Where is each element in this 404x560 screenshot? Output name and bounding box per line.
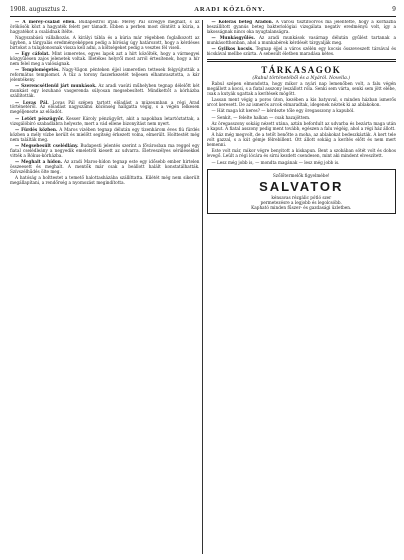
feuilleton-paragraph: Rabul szépen elmondotta, hogy mikor a nyári nap lemenőben volt, a falu végén megállott a kocsi, s a fiatal asszony leszállott róla. Senki sem várta, senki sem jött elébe, csak a kutyák ugattak a kerítések mögött. [206,81,396,96]
feuilleton-paragraph: A ház még megvolt, de a tetőt benőtte a moha, az ablakokat bedeszkázták. A kert tele volt gazzal, s a kút gémje félrebillent. Ott állott sokáig a kerítés előtt és nem mert bemenni. [206,132,396,148]
article-lead: — A mérey-család ellen. [15,20,76,24]
page-header [10,6,396,17]
ad-brand: SALVATOR [259,179,344,195]
ad-line-3: Kapható minden fűszer- és gazdasági üzletben. [251,205,352,211]
article-lead: — Szerencsétlenül járt munkások. [15,83,97,89]
article-paragraph [10,84,200,99]
article-text: Kesser Károly pénzügyőrt, akit a napokban letartóztattak, a vizsgálóbíró szabadlábra helyezte, mert a vád ellene bizonyítást nem nyert. [10,115,200,126]
article-paragraph [207,20,397,35]
feuilleton-subtitle: (Rabul történetéből és a Nyáról. Novella.) [252,76,351,82]
article-lead: — Lovas Pál. [15,99,49,105]
feuilleton-paragraph: Az öregasszony sokáig nézett utána, aztán befordult az udvarba és bezárta maga után a kaput. A fiatal asszony pedig ment tovább, egészen a falu végéig, ahol a régi ház állott. [206,121,396,131]
article-lead: — Templomégetés. [15,67,60,73]
article-text: Nagyszabású vállalkozás. A királyi tábla és a kúria már régebben foglalkozott az ügyben, a tárgyalás eredményeképpen pedig a bíróság úgy határozott, hogy a kérdéses birtokot a tulajdonosnak vissza kell adni, a költségeket pedig a vesztes fél viseli. [10,35,200,50]
right-news [207,20,397,57]
article-paragraph [10,160,200,175]
right-column [207,20,397,554]
article-paragraph [10,20,200,35]
article-lead: — Fürdés közben. [15,126,58,132]
article-text: A Maros vizében tegnap délután egy tizenhárom éves fiú fürdés közben a mély vízbe került és mielőtt segítség érkezett volna, elmerült. Holttestét még nem találták meg. [10,126,200,142]
article-text: Budapesti jelentés szerint a fővárosban ma reggel egy fiatal cselédleány a negyedik emeletről kiesett az udvarra. Életveszélyes sérülésekkel vitték a Rókus-kórházba. [10,142,200,158]
newspaper-title: ARADI KÖZLÖNY. [194,6,266,13]
article-text: Az aradi vasúti műhelyben tegnap délelőtt két munkást egy lezuhanó vasgerenda súlyosan megsebesített. Mindkettőt a kórházba szállították. [10,83,200,99]
article-lead: — Munkásgyűlés. [211,35,255,41]
feuilleton-paragraph: — Hát maga kit keres? — kérdezte tőle egy öregasszony a kapuból. [211,108,355,114]
article-paragraph [10,176,200,186]
columns [10,20,396,554]
ad-line-1: kénsavas rézgálic pótló szer [271,195,332,201]
article-paragraph [10,52,200,67]
article-paragraph [10,36,200,51]
feuilleton-title: TÁRKASAGOK [261,65,342,76]
feuilleton-paragraph: Este volt már, mikor végre benyitott a kiskapun. Bent a szobában sötét volt és dohos levegő. Leült a régi lócára és sírni kezdett csendesen, mint aki mindent elveszített. [206,148,396,159]
feuilleton-body [207,82,397,165]
article-lead: — Gyilkos kocsis. [211,46,254,52]
page-number: 9 [392,6,396,13]
article-lead: — Letört pénzügyőr. [15,115,64,121]
feuilleton-paragraph: Lassan ment végig a poros úton, kezében a kis batyuval, s minden házban ismerős arcot keresett. De az ismerős arcok elmaradtak, idegenek néztek ki az ablakokon. [206,97,396,108]
article-lead: — Kolerás beteg Aradon. [211,20,274,24]
article-text: Mint ismeretes, egyes lapok azt a hírt közölték, hogy a vármegyei közgyűlésen zajos jelenetek voltak. Illetékes helyről most arról értesítenek, hogy a hír nem felel meg a valóságnak. [10,51,200,67]
article-lead: — Egy cáfolat. [15,51,50,57]
column-divider [202,20,203,554]
article-text: Az aradi Maros-hídon tegnap este egy idősebb ember hirtelen összeesett és meghalt. A mentők már csak a beállott halált konstatálhatták. Szívszélhűdés ölte meg. [10,159,200,174]
section-rule [207,59,397,62]
article-text: Nagy-Vágon pénteken éjjel ismeretlen tettesek felgyújtották a református templomot. A tűz a torony faszerkezetét teljesen elhamvasztotta, a kár jelentékeny. [10,67,200,83]
salvator-advertisement [207,169,397,214]
article-paragraph [10,101,200,116]
article-paragraph [207,36,397,46]
article-text: Budapestről írják: Mérey Pál özvegye meghalt, s az örökösök közt a hagyaték felett per támadt. Ebben a perben most döntött a kúria, a hagyatékot a családnak ítélte. [10,20,200,34]
article-paragraph [10,128,200,143]
left-column [10,20,200,554]
article-text: A hatóság a holttestet a temető halottasházába szállíttatta. Kilétét még nem sikerült megállapítani, a rendőrség a nyomozást megindította. [10,175,200,186]
article-paragraph [10,144,200,159]
ad-line-2: permetezésre a legjobb és legolcsóbb. [260,200,342,206]
article-lead: — Megsebesült cselédlány. [15,142,79,148]
header-date: 1908. augusztus 2. [10,6,68,13]
article-text: Lovas Pál szépen tartott előadást a múzeumban a régi Arad történetéről. Az előadást nagyszámú közönség hallgatta végig, s a végén lelkesen megéljenezte az előadót. [10,99,200,115]
feuilleton-paragraph: — Lesz még jobb is, — mondta magának — lesz még jobb is. [211,159,340,165]
ad-top-line: Szőlőtermelők figyelmébe! [272,173,330,179]
article-paragraph [10,117,200,127]
newspaper-page [10,6,396,554]
article-paragraph [10,68,200,83]
article-lead: — Meghalt a hídon. [15,159,63,165]
article-text: Tegnap éjjel a város szélén egy kocsis összeveszett társával és bicskával mellbe szúrta. A sebesült életben maradása kétes. [206,46,396,57]
article-paragraph [207,47,397,57]
article-text: A városi tisztifőorvos ma jelentette, hogy a kórházba beszállított gyanús beteg bakteriológiai vizsgálata negatív eredményű volt, így a lakosságnak nincs oka nyugtalanságra. [206,20,396,34]
article-text: Az aradi munkások vasárnap délután gyűlést tartanak a munkásotthonban, ahol a munkabérek kérdését tárgyalják meg. [206,35,396,46]
feuilleton-paragraph: — Senkit, — felelte halkan — csak hazajöttem. [211,114,311,120]
